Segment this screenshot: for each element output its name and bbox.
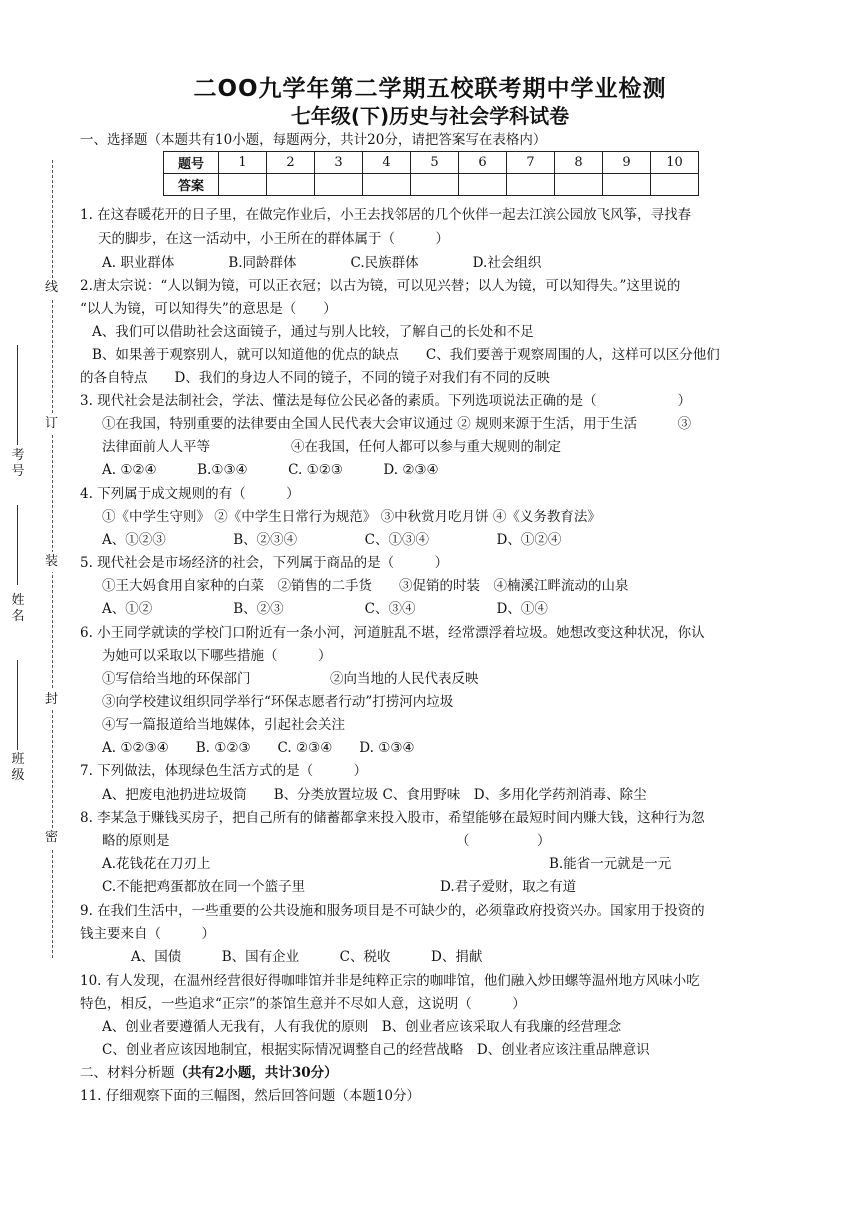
question-text: 1. 在这春暖花开的日子里，在做完作业后，小王去找邻居的几个伙伴一起去江滨公园放飞风筝，寻找春 bbox=[80, 207, 692, 223]
question-number-cell: 1 bbox=[219, 152, 267, 174]
question-text: 天的脚步，在这一活动中，小王所在的群体属于（ ） bbox=[98, 231, 449, 247]
question-text: 为她可以采取以下哪些措施（ ） bbox=[102, 648, 332, 664]
question-number-cell: 10 bbox=[651, 152, 699, 174]
answer-parentheses: （ ） bbox=[456, 833, 551, 849]
question-text: 略的原则是 bbox=[102, 833, 170, 849]
question-options: A. 职业群体 B.同龄群体 C.民族群体 D.社会组织 bbox=[102, 255, 542, 271]
question-statement: ③向学校建议组织同学举行“环保志愿者行动”打捞河内垃圾 bbox=[102, 694, 454, 710]
name-label: 姓名 bbox=[11, 593, 25, 624]
section1-heading: 一、选择题（本题共有10小题，每题两分，共计20分，请把答案写在表格内） bbox=[80, 132, 547, 148]
answer-cell[interactable] bbox=[219, 174, 267, 196]
binding-mark: 封 bbox=[45, 690, 58, 710]
binding-mark: 密 bbox=[45, 828, 58, 848]
binding-mark: 装 bbox=[45, 552, 58, 572]
question-statement: 法律面前人人平等 ④在我国，任何人都可以参与重大规则的制定 bbox=[102, 439, 561, 455]
answer-cell[interactable] bbox=[507, 174, 555, 196]
question-option: A、我们可以借助社会这面镜子，通过与别人比较，了解自己的长处和不足 bbox=[92, 324, 534, 340]
answer-cell[interactable] bbox=[603, 174, 651, 196]
answer-cell[interactable] bbox=[651, 174, 699, 196]
question-text: 9. 在我们生活中，一些重要的公共设施和服务项目是不可缺少的，必须靠政府投资兴办。国家用于投资的 bbox=[80, 903, 705, 919]
question-statement: ①《中学生守则》 ②《中学生日常行为规范》 ③中秋赏月吃月饼 ④《义务教育法》 bbox=[102, 509, 601, 525]
question-text: 5. 现代社会是市场经济的社会，下列属于商品的是（ ） bbox=[80, 555, 449, 571]
answer-table-number-row bbox=[164, 152, 699, 174]
question-options: A. ①②④ B.①③④ C. ①②③ D. ②③④ bbox=[102, 462, 439, 478]
question-text: 11. 仔细观察下面的三幅图，然后回答问题（本题10分） bbox=[80, 1088, 420, 1104]
answer-cell[interactable] bbox=[315, 174, 363, 196]
question-number-cell: 6 bbox=[459, 152, 507, 174]
answer-cell[interactable] bbox=[555, 174, 603, 196]
row-label-number: 题号 bbox=[164, 152, 219, 174]
question-statement: ①王大妈食用自家种的白菜 ②销售的二手货 ③促销的时装 ④楠溪江畔流动的山泉 bbox=[102, 578, 629, 594]
class-label: 班级 bbox=[11, 752, 25, 783]
question-number-cell: 5 bbox=[411, 152, 459, 174]
binding-mark: 订 bbox=[45, 414, 58, 434]
question-number-cell: 7 bbox=[507, 152, 555, 174]
section2-heading-points: （共有2小题，共计30分） bbox=[174, 1065, 338, 1081]
question-text: 4. 下列属于成文规则的有（ ） bbox=[80, 486, 300, 502]
exam-title: 二OO九学年第二学期五校联考期中学业检测 bbox=[193, 76, 667, 102]
question-number-cell: 2 bbox=[267, 152, 315, 174]
question-number-cell: 3 bbox=[315, 152, 363, 174]
answer-cell[interactable] bbox=[363, 174, 411, 196]
question-options: A、①②③ B、②③④ C、①③④ D、①②④ bbox=[102, 532, 562, 548]
question-options: A、把废电池扔进垃圾筒 B、分类放置垃圾 C、食用野味 D、多用化学药剂消毒、除尘 bbox=[102, 787, 647, 803]
section2-heading bbox=[80, 1064, 338, 1082]
answer-cell[interactable] bbox=[411, 174, 459, 196]
question-options: A、创业者要遵循人无我有，人有我优的原则 B、创业者应该采取人有我廉的经营理念 bbox=[102, 1019, 622, 1035]
question-number-cell: 8 bbox=[555, 152, 603, 174]
question-text: 8. 李某急于赚钱买房子，把自己所有的储蓄都拿来投入股市，希望能够在最短时间内赚大钱，这种行为忽 bbox=[80, 810, 705, 826]
class-blank[interactable] bbox=[17, 660, 18, 750]
answer-table-answer-row bbox=[164, 174, 699, 196]
exam-number-label: 考号 bbox=[11, 448, 25, 479]
exam-number-blank[interactable] bbox=[17, 345, 18, 445]
question-text: 特色，相反，一些追求“正宗”的茶馆生意并不尽如人意，这说明（ ） bbox=[80, 996, 526, 1012]
question-options: A、①② B、②③ C、③④ D、①④ bbox=[102, 601, 548, 617]
answer-table bbox=[163, 151, 699, 196]
question-option: D.君子爱财，取之有道 bbox=[440, 879, 577, 895]
question-options: C、创业者应该因地制宜，根据实际情况调整自己的经营战略 D、创业者应该注重品牌意识 bbox=[102, 1042, 650, 1058]
name-blank[interactable] bbox=[17, 505, 18, 585]
section2-heading-prefix: 二、材料分析题 bbox=[80, 1065, 175, 1081]
question-option: C.不能把鸡蛋都放在同一个篮子里 bbox=[102, 879, 306, 895]
question-number-cell: 9 bbox=[603, 152, 651, 174]
question-statement: ①写信给当地的环保部门 bbox=[102, 671, 251, 687]
question-option: A.花钱花在刀刃上 bbox=[102, 856, 211, 872]
answer-cell[interactable] bbox=[459, 174, 507, 196]
question-text: 3. 现代社会是法制社会，学法、懂法是每位公民必备的素质。下列选项说法正确的是（ ） bbox=[80, 393, 692, 409]
question-options: A. ①②③④ B. ①②③ C. ②③④ D. ①③④ bbox=[102, 740, 415, 756]
question-number-cell: 4 bbox=[363, 152, 411, 174]
binding-mark: 线 bbox=[45, 278, 58, 298]
exam-subtitle: 七年级(下)历史与社会学科试卷 bbox=[290, 104, 570, 128]
question-statement: ②向当地的人民代表反映 bbox=[330, 671, 479, 687]
question-text: 10. 有人发现，在温州经营很好得咖啡馆并非是纯粹正宗的咖啡馆，他们融入炒田螺等温州地方风味小吃 bbox=[80, 973, 700, 989]
question-text: 2.唐太宗说：“人以铜为镜，可以正衣冠；以古为镜，可以见兴替；以人为镜，可以知得失。”这里说的 bbox=[80, 278, 681, 294]
question-statement: ④写一篇报道给当地媒体，引起社会关注 bbox=[102, 717, 345, 733]
question-option: B.能省一元就是一元 bbox=[549, 856, 672, 872]
question-statement: ①在我国，特别重要的法律要由全国人民代表大会审议通过 ② 规则来源于生活，用于生活 ③ bbox=[102, 416, 692, 432]
question-option: 的各自特点 D、我们的身边人不同的镜子，不同的镜子对我们有不同的反映 bbox=[80, 370, 550, 386]
row-label-answer: 答案 bbox=[164, 174, 219, 196]
question-text: 6. 小王同学就读的学校门口附近有一条小河，河道脏乱不堪，经常漂浮着垃圾。她想改变这种状况，你认 bbox=[80, 625, 705, 641]
question-options: A、国债 B、国有企业 C、税收 D、捐献 bbox=[131, 949, 483, 965]
answer-cell[interactable] bbox=[267, 174, 315, 196]
question-option: B、如果善于观察别人，就可以知道他的优点的缺点 C、我们要善于观察周围的人，这样可以区分他们 bbox=[92, 347, 720, 363]
question-text: “以人为镜，可以知得失”的意思是（ ） bbox=[80, 301, 337, 317]
question-text: 7. 下列做法，体现绿色生活方式的是（ ） bbox=[80, 763, 368, 779]
question-text: 钱主要来自（ ） bbox=[80, 926, 215, 942]
